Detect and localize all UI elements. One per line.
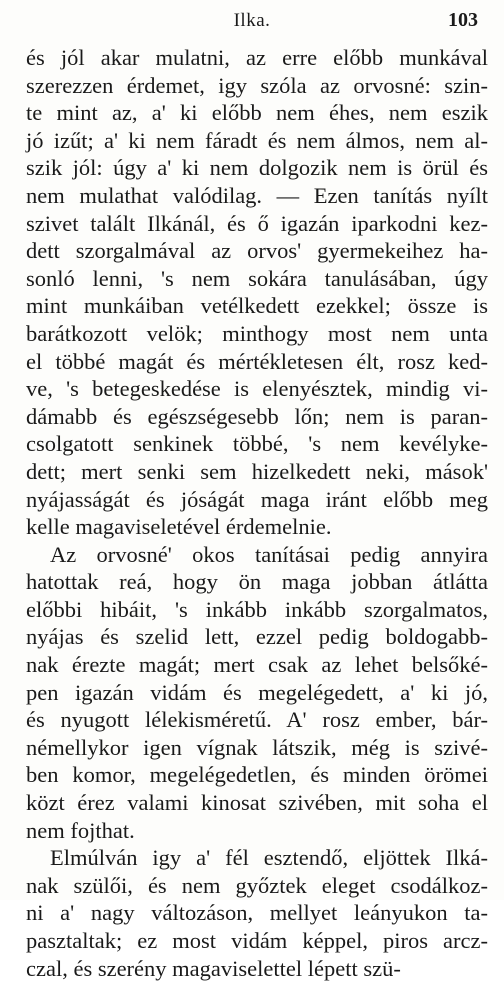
text-line: mint munkáiban vetélkedett ezekkel; össze is — [26, 293, 488, 319]
text-line: dámabb és egészségesebb lőn; nem is paran- — [26, 403, 488, 429]
text-line: sonló lenni, 's nem sokára tanulásában, úgy — [26, 265, 488, 291]
text-line: szik jól: úgy a' ki nem dolgozik nem is örül és — [26, 155, 488, 181]
text-line: csolgatott senkinek többé, 's nem kevélyke- — [26, 431, 488, 457]
text-line: barátkozott velök; minthogy most nem unta — [26, 320, 488, 346]
text-line: ben komor, megelégedetlen, és minden örömei — [26, 762, 488, 788]
text-line: el többé magát és mértékletesen élt, rosz ked- — [26, 348, 488, 374]
text-line: nak érezte magát; mert csak az lehet belsőké- — [26, 652, 488, 678]
text-line: ni a' nagy változáson, mellyet leányukon ta- — [26, 900, 488, 926]
paragraph — [26, 541, 488, 845]
text-line: kelle magaviseletével érdemelnie. — [26, 514, 332, 540]
text-line: Az orvosné' okos tanításai pedig annyira — [50, 541, 488, 567]
text-line: nak szülői, és nem győztek eleget csodálkoz- — [26, 872, 488, 898]
text-line: szerezzen érdemet, igy szóla az orvosné: szin- — [26, 72, 488, 98]
paragraph — [26, 844, 488, 982]
running-title: Ilka. — [233, 10, 271, 31]
text-line: ve, 's betegeskedése is elenyésztek, mindig vi- — [26, 376, 488, 402]
text-line: nem mulathat valódilag. — Ezen tanítás nyílt — [26, 182, 488, 208]
body-text — [26, 44, 488, 982]
text-line: hatottak reá, hogy ön maga jobban átlátta — [26, 569, 488, 595]
text-line: dett; mert senki sem hizelkedett neki, mások' — [26, 458, 488, 484]
text-line: pen igazán vidám és megelégedett, a' ki jó, — [26, 679, 488, 705]
text-line: nyájasságát és jóságát maga iránt előbb meg — [26, 486, 488, 512]
text-line: nem fojthat. — [26, 817, 135, 843]
page-number: 103 — [448, 9, 478, 31]
text-line: közt érez valami kinosat szivében, mit soha el — [26, 790, 488, 816]
text-line: előbbi hibáit, 's inkább inkább szorgalmatos, — [26, 596, 488, 622]
text-line: és nyugott lélekisméretű. A' rosz ember, bár- — [26, 707, 488, 733]
text-line: czal, és szerény magaviselettel lépett szü- — [26, 955, 401, 981]
text-line: és jól akar mulatni, az erre előbb munkával — [26, 45, 488, 70]
text-line: nyájas és szelid lett, ezzel pedig boldogabb- — [26, 624, 488, 650]
text-line: szivet talált Ilkánál, és ő igazán iparkodni kez- — [26, 210, 488, 236]
text-line: dett szorgalmával az orvos' gyermekeihez ha- — [26, 238, 488, 264]
page-header — [0, 4, 504, 34]
text-line: pasztaltak; ez most vidám képpel, piros arcz- — [26, 928, 488, 953]
text-line: jó izűt; a' ki nem fáradt és nem álmos, nem al- — [26, 127, 488, 153]
text-line: te mint az, a' ki előbb nem éhes, nem eszik — [26, 100, 488, 126]
text-line: Elmúlván igy a' fél esztendő, eljöttek Ilká- — [50, 845, 488, 871]
paragraph — [26, 44, 488, 541]
text-line: némellykor igen vígnak látszik, még is szivé- — [26, 734, 488, 760]
